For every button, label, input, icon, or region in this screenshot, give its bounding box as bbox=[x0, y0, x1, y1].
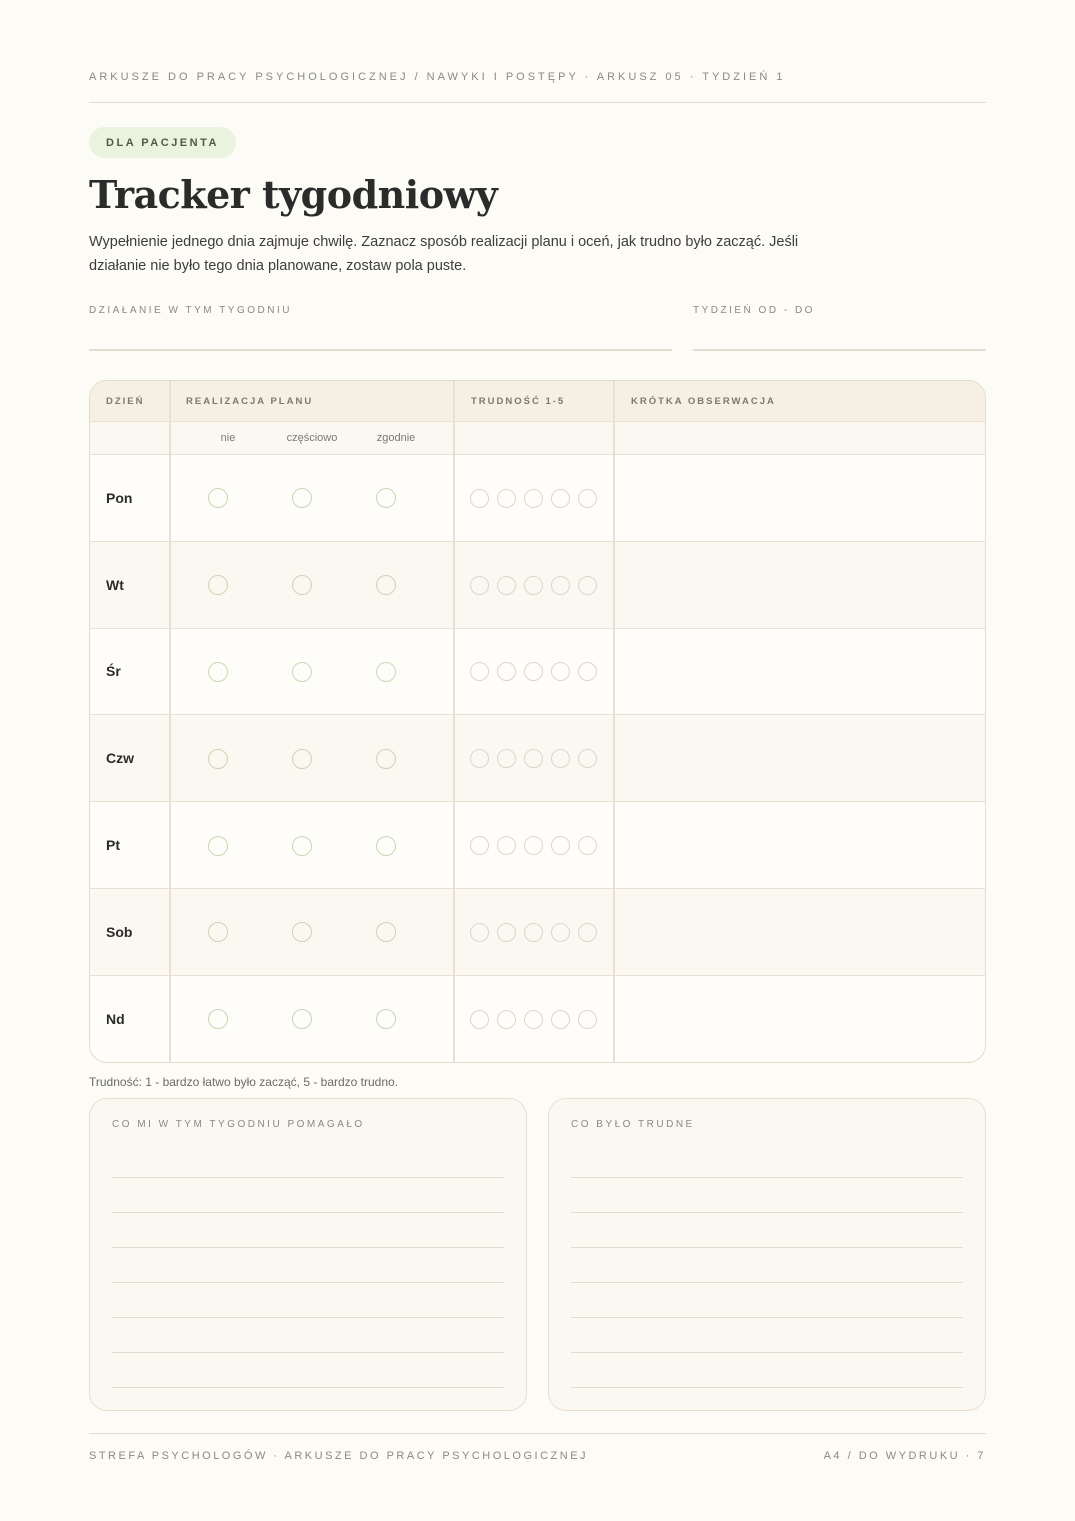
difficulty-radio-5[interactable] bbox=[578, 749, 597, 768]
breadcrumb: ARKUSZE DO PRACY PSYCHOLOGICZNEJ / NAWYKI I POSTĘPY · ARKUSZ 05 · TYDZIEŃ 1 bbox=[89, 71, 786, 83]
table-row bbox=[90, 889, 985, 976]
plan-radio-zgodnie[interactable] bbox=[376, 922, 396, 942]
audience-badge: DLA PACJENTA bbox=[89, 127, 236, 158]
table-row bbox=[90, 629, 985, 716]
difficulty-radio-3[interactable] bbox=[524, 662, 543, 681]
difficulty-legend: Trudność: 1 - bardzo łatwo było zacząć, 5 - bardzo trudno. bbox=[89, 1075, 399, 1089]
difficulty-radio-4[interactable] bbox=[551, 662, 570, 681]
difficulty-radio-5[interactable] bbox=[578, 576, 597, 595]
difficulty-radio-4[interactable] bbox=[551, 576, 570, 595]
difficulty-radio-2[interactable] bbox=[497, 923, 516, 942]
plan-option-label: nie bbox=[220, 432, 236, 444]
table-row bbox=[90, 715, 985, 802]
difficulty-radio-4[interactable] bbox=[551, 1010, 570, 1029]
writing-line[interactable] bbox=[112, 1387, 504, 1388]
writing-line[interactable] bbox=[112, 1352, 504, 1353]
difficult-box bbox=[548, 1098, 986, 1411]
weekly-tracker-table bbox=[89, 380, 986, 1063]
plan-option-label: zgodnie bbox=[376, 432, 416, 444]
observation-cell[interactable] bbox=[615, 455, 985, 541]
column-divider bbox=[453, 381, 455, 1062]
activity-field[interactable] bbox=[89, 349, 672, 351]
plan-radio-nie[interactable] bbox=[208, 749, 228, 769]
table-row bbox=[90, 976, 985, 1063]
difficulty-radio-1[interactable] bbox=[470, 923, 489, 942]
plan-radio-zgodnie[interactable] bbox=[376, 662, 396, 682]
column-header-note: KRÓTKA OBSERWACJA bbox=[631, 396, 776, 407]
difficulty-radio-4[interactable] bbox=[551, 836, 570, 855]
writing-line[interactable] bbox=[571, 1247, 963, 1248]
difficulty-radio-3[interactable] bbox=[524, 489, 543, 508]
writing-line[interactable] bbox=[112, 1212, 504, 1213]
plan-radio-czesciowo[interactable] bbox=[292, 922, 312, 942]
plan-radio-zgodnie[interactable] bbox=[376, 749, 396, 769]
observation-cell[interactable] bbox=[615, 889, 985, 975]
writing-line[interactable] bbox=[571, 1212, 963, 1213]
plan-option-label: częściowo bbox=[286, 432, 338, 444]
page-title: Tracker tygodniowy bbox=[89, 172, 498, 217]
intro-text: Wypełnienie jednego dnia zajmuje chwilę. Zaznacz sposób realizacji planu i oceń, jak trudno było zacząć. Jeśli działanie nie było tego dnia planowane, zostaw pola puste. bbox=[89, 234, 799, 274]
day-label: Czw bbox=[106, 750, 134, 767]
footer-divider bbox=[89, 1433, 986, 1434]
difficulty-radio-2[interactable] bbox=[497, 489, 516, 508]
plan-radio-zgodnie[interactable] bbox=[376, 488, 396, 508]
plan-radio-zgodnie[interactable] bbox=[376, 575, 396, 595]
column-header-day: DZIEŃ bbox=[106, 396, 145, 407]
activity-field-label: DZIAŁANIE W TYM TYGODNIU bbox=[89, 305, 292, 316]
plan-radio-nie[interactable] bbox=[208, 662, 228, 682]
difficulty-radio-1[interactable] bbox=[470, 576, 489, 595]
column-divider bbox=[169, 381, 171, 1062]
column-header-plan: REALIZACJA PLANU bbox=[186, 396, 314, 407]
difficulty-radio-3[interactable] bbox=[524, 1010, 543, 1029]
day-label: Nd bbox=[106, 1011, 125, 1028]
week-range-field[interactable] bbox=[693, 349, 986, 351]
difficulty-radio-1[interactable] bbox=[470, 662, 489, 681]
table-header-row bbox=[90, 381, 985, 422]
writing-line[interactable] bbox=[112, 1177, 504, 1178]
difficulty-radio-1[interactable] bbox=[470, 749, 489, 768]
difficulty-radio-3[interactable] bbox=[524, 836, 543, 855]
footer-right: A4 / DO WYDRUKU · 7 bbox=[823, 1450, 986, 1462]
writing-line[interactable] bbox=[112, 1282, 504, 1283]
plan-options-row bbox=[90, 422, 985, 455]
difficulty-radio-3[interactable] bbox=[524, 923, 543, 942]
day-label: Śr bbox=[106, 663, 121, 680]
day-label: Pon bbox=[106, 489, 133, 506]
writing-line[interactable] bbox=[571, 1387, 963, 1388]
difficulty-radio-4[interactable] bbox=[551, 749, 570, 768]
writing-line[interactable] bbox=[571, 1352, 963, 1353]
plan-radio-nie[interactable] bbox=[208, 922, 228, 942]
difficulty-radio-2[interactable] bbox=[497, 1010, 516, 1029]
difficulty-radio-1[interactable] bbox=[470, 1010, 489, 1029]
plan-radio-nie[interactable] bbox=[208, 836, 228, 856]
observation-cell[interactable] bbox=[615, 715, 985, 801]
footer-left: STREFA PSYCHOLOGÓW · ARKUSZE DO PRACY PSYCHOLOGICZNEJ bbox=[89, 1450, 589, 1462]
plan-radio-czesciowo[interactable] bbox=[292, 662, 312, 682]
table-row bbox=[90, 455, 985, 542]
difficulty-radio-5[interactable] bbox=[578, 1010, 597, 1029]
worksheet-page bbox=[89, 0, 986, 1521]
difficulty-radio-2[interactable] bbox=[497, 749, 516, 768]
difficulty-radio-3[interactable] bbox=[524, 749, 543, 768]
observation-cell[interactable] bbox=[615, 802, 985, 888]
week-field-label: TYDZIEŃ OD - DO bbox=[693, 305, 815, 316]
plan-radio-nie[interactable] bbox=[208, 575, 228, 595]
difficulty-radio-4[interactable] bbox=[551, 489, 570, 508]
observation-cell[interactable] bbox=[615, 976, 985, 1063]
difficulty-radio-2[interactable] bbox=[497, 662, 516, 681]
plan-radio-zgodnie[interactable] bbox=[376, 1009, 396, 1029]
table-row bbox=[90, 542, 985, 629]
difficulty-radio-2[interactable] bbox=[497, 836, 516, 855]
observation-cell[interactable] bbox=[615, 629, 985, 715]
plan-radio-czesciowo[interactable] bbox=[292, 575, 312, 595]
plan-radio-nie[interactable] bbox=[208, 1009, 228, 1029]
difficulty-radio-1[interactable] bbox=[470, 836, 489, 855]
table-row bbox=[90, 802, 985, 889]
difficulty-radio-4[interactable] bbox=[551, 923, 570, 942]
helped-box-label: CO MI W TYM TYGODNIU POMAGAŁO bbox=[112, 1119, 365, 1130]
writing-line[interactable] bbox=[112, 1247, 504, 1248]
difficulty-radio-5[interactable] bbox=[578, 489, 597, 508]
difficulty-radio-5[interactable] bbox=[578, 836, 597, 855]
difficulty-radio-1[interactable] bbox=[470, 489, 489, 508]
day-label: Wt bbox=[106, 576, 124, 593]
plan-radio-czesciowo[interactable] bbox=[292, 836, 312, 856]
helped-box bbox=[89, 1098, 527, 1411]
column-header-difficulty: TRUDNOŚĆ 1-5 bbox=[471, 396, 566, 407]
observation-cell[interactable] bbox=[615, 542, 985, 628]
plan-radio-nie[interactable] bbox=[208, 488, 228, 508]
writing-line[interactable] bbox=[571, 1282, 963, 1283]
difficulty-radio-2[interactable] bbox=[497, 576, 516, 595]
day-label: Sob bbox=[106, 923, 133, 940]
difficulty-radio-5[interactable] bbox=[578, 923, 597, 942]
writing-line[interactable] bbox=[112, 1317, 504, 1318]
plan-radio-czesciowo[interactable] bbox=[292, 749, 312, 769]
day-label: Pt bbox=[106, 837, 120, 854]
difficulty-radio-5[interactable] bbox=[578, 662, 597, 681]
column-divider bbox=[613, 381, 615, 1062]
plan-radio-czesciowo[interactable] bbox=[292, 1009, 312, 1029]
writing-line[interactable] bbox=[571, 1177, 963, 1178]
writing-line[interactable] bbox=[571, 1317, 963, 1318]
header-divider bbox=[89, 102, 986, 103]
difficulty-radio-3[interactable] bbox=[524, 576, 543, 595]
plan-radio-czesciowo[interactable] bbox=[292, 488, 312, 508]
plan-radio-zgodnie[interactable] bbox=[376, 836, 396, 856]
difficult-box-label: CO BYŁO TRUDNE bbox=[571, 1119, 695, 1130]
